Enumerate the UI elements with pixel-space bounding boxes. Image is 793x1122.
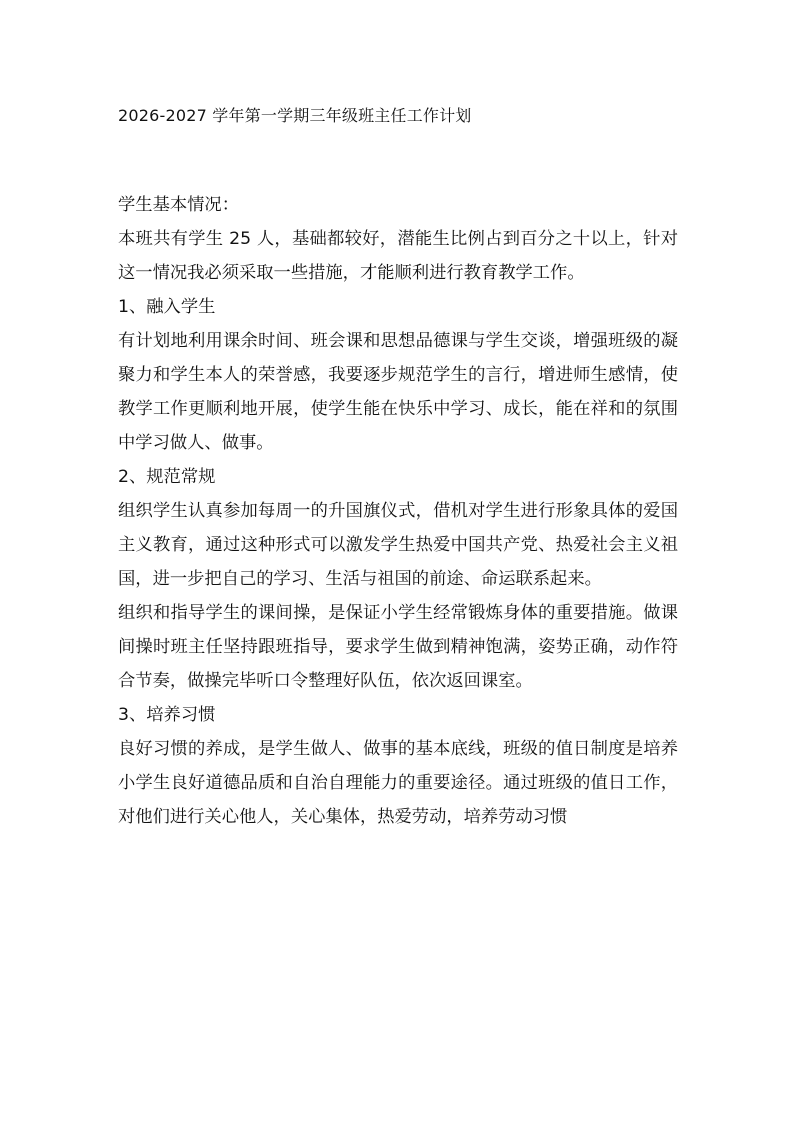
- document-body: [118, 188, 678, 834]
- document-title: 2026-2027 学年第一学期三年级班主任工作计划: [118, 106, 472, 125]
- paragraph-flag-ceremony: 组织学生认真参加每周一的升国旗仪式，借机对学生进行形象具体的爱国主义教育，通过这种形式可以激发学生热爱中国共产党、热爱社会主义祖国，进一步把自己的学习、生活与祖国的前途、命运联系起来。: [118, 501, 678, 589]
- paragraph-class-overview: 本班共有学生 25 人，基础都较好，潜能生比例占到百分之十以上，针对这一情况我必须采取一些措施，才能顺利进行教育教学工作。: [118, 229, 678, 283]
- paragraph-exercises: 组织和指导学生的课间操，是保证小学生经常锻炼身体的重要措施。做课间操时班主任坚持跟班指导，要求学生做到精神饱满，姿势正确，动作符合节奏，做操完毕听口令整理好队伍，依次返回课室。: [118, 603, 678, 691]
- section-heading-student-info: 学生基本情况：: [118, 195, 239, 215]
- paragraph-integrate-students: 有计划地利用课余时间、班会课和思想品德课与学生交谈，增强班级的凝聚力和学生本人的荣誉感，我要逐步规范学生的言行，增进师生感情，使教学工作更顺利地开展，使学生能在快乐中学习、成长，能在祥和的氛围中学习做人、做事。: [118, 331, 678, 453]
- section-heading-3: 3、培养习惯: [118, 705, 216, 725]
- section-heading-1: 1、融入学生: [118, 297, 216, 317]
- paragraph-habits: 良好习惯的养成，是学生做人、做事的基本底线，班级的值日制度是培养小学生良好道德品质和自治自理能力的重要途径。通过班级的值日工作，对他们进行关心他人，关心集体，热爱劳动，培养劳动习惯: [118, 739, 678, 827]
- section-heading-2: 2、规范常规: [118, 467, 216, 487]
